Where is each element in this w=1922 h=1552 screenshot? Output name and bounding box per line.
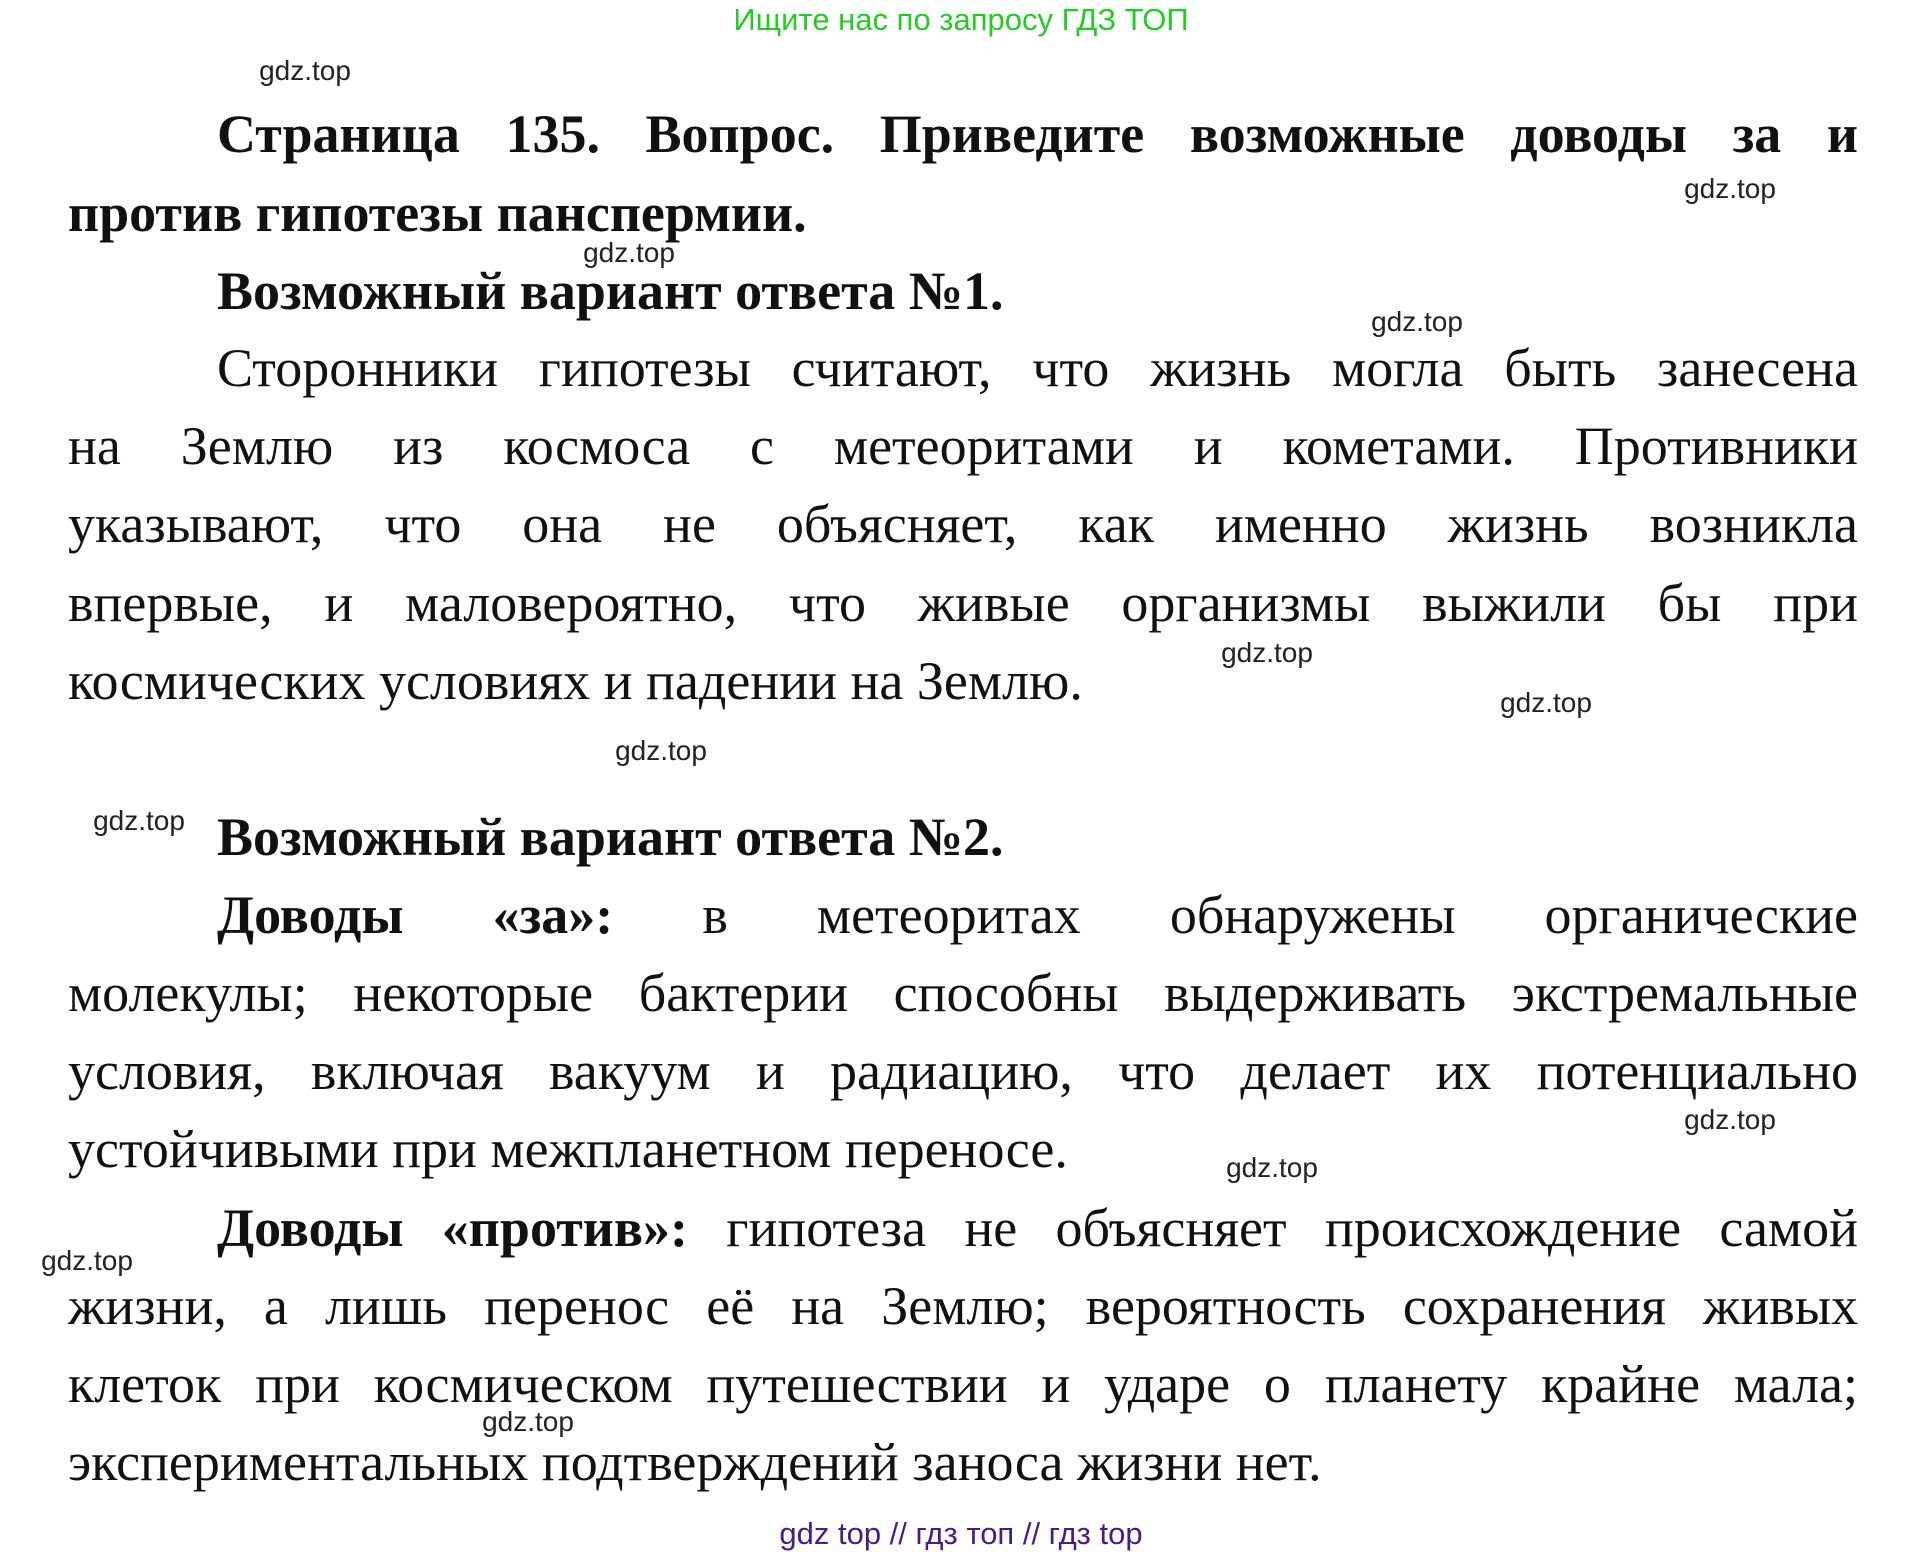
watermark: gdz.top [1221, 637, 1313, 668]
answer2-pro-line: условия, включая вакуум и радиацию, что делает их потенциально [68, 1041, 1858, 1101]
answer1-line: Сторонники гипотезы считают, что жизнь могла быть занесена [217, 338, 1858, 398]
con-label: Доводы «против»: [217, 1198, 689, 1258]
answer2-con-line: экспериментальных подтверждений заноса жизни нет. [68, 1432, 1322, 1492]
watermark: gdz.top [259, 55, 351, 86]
answer2-con-line: клеток при космическом путешествии и ударе о планету крайне мала; [68, 1354, 1858, 1414]
watermark: gdz.top [41, 1245, 133, 1276]
watermark: gdz.top [1226, 1152, 1318, 1183]
answer2-heading: Возможный вариант ответа №2. [217, 807, 1004, 867]
watermark: gdz.top [615, 735, 707, 766]
answer1-line: впервые, и маловероятно, что живые организмы выжили бы при [68, 573, 1858, 633]
answer2-con-first-line [217, 1189, 1858, 1267]
pro-text: в метеоритах обнаружены органические [702, 885, 1858, 945]
watermark: gdz.top [1684, 1104, 1776, 1135]
watermark: gdz.top [1684, 173, 1776, 204]
question-line-2: против гипотезы панспермии. [68, 183, 807, 243]
search-banner: Ищите нас по запросу ГДЗ ТОП [733, 2, 1189, 37]
pro-label: Доводы «за»: [217, 885, 614, 945]
con-text: гипотеза не объясняет происхождение самой [726, 1198, 1858, 1258]
watermark: gdz.top [482, 1406, 574, 1437]
answer1-line: указывают, что она не объясняет, как именно жизнь возникла [68, 494, 1858, 554]
answer1-line: космических условиях и падении на Землю. [68, 651, 1083, 711]
watermark: gdz.top [93, 805, 185, 836]
answer2-con-line: жизни, а лишь перенос её на Землю; вероятность сохранения живых [68, 1276, 1858, 1336]
watermark: gdz.top [1500, 687, 1592, 718]
question-line-1: Страница 135. Вопрос. Приведите возможные доводы за и [217, 104, 1858, 164]
watermark: gdz.top [1371, 306, 1463, 337]
answer2-pro-first-line [217, 876, 1858, 954]
footer-links: gdz top // гдз топ // гдз top [779, 1516, 1143, 1551]
answer2-pro-line: устойчивыми при межпланетном переносе. [68, 1119, 1068, 1179]
answer1-line: на Землю из космоса с метеоритами и кометами. Противники [68, 416, 1858, 476]
answer2-pro-line: молекулы; некоторые бактерии способны выдерживать экстремальные [68, 963, 1858, 1023]
answer1-heading: Возможный вариант ответа №1. [217, 261, 1004, 321]
watermark: gdz.top [583, 237, 675, 268]
